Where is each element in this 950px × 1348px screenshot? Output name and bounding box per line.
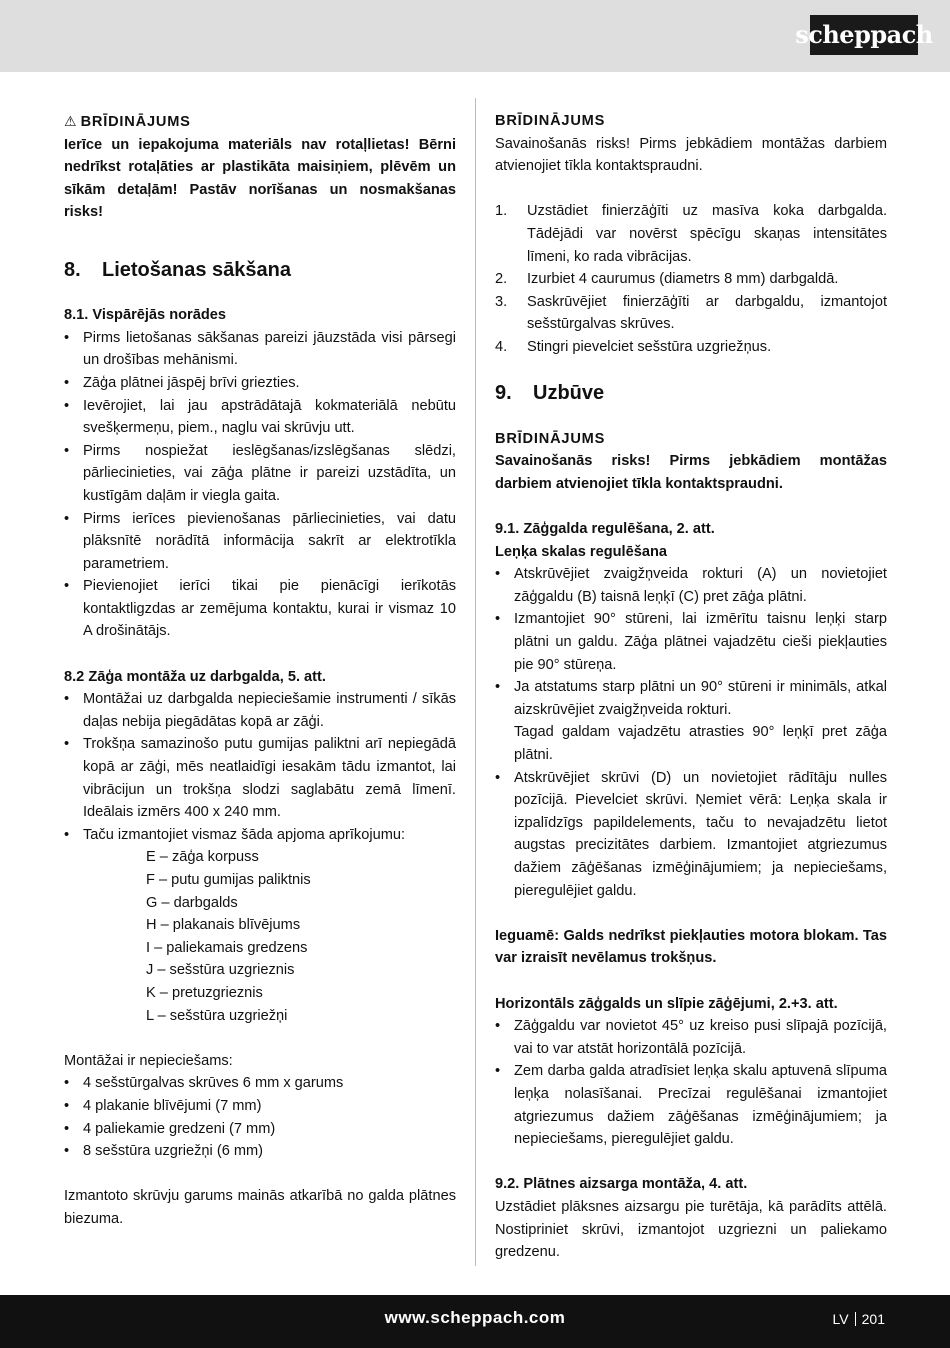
section-number: 9. bbox=[495, 382, 512, 405]
step-item bbox=[495, 200, 887, 268]
list-item: • Atskrūvējiet skrūvi (D) un novietojiet rādītāju nulles pozīcijā. Pievelciet skrūvi. Ņemiet vērā: Leņķa skala ir izpalīdzīgs papildelements, taču to nevajadzētu lietot augstas precizitātes darbiem. Izmantojiet atgriezumus dažiem zāģēšanas izmēģinājumiem; ja nepieciešams, pieregulējiet galdu. bbox=[495, 767, 887, 903]
step-number: 4. bbox=[495, 338, 508, 355]
tip-text: Ieguamē: Galds nedrīkst piekļauties motora blokam. Tas var izraisīt nevēlamus trokšņus. bbox=[495, 927, 887, 967]
list-item: • Zāģa plātnei jāspēj brīvi griezties. bbox=[64, 372, 456, 395]
section-number: 8. bbox=[64, 258, 81, 281]
subsection-8-1-title: 8.1. Vispārējās norādes bbox=[64, 307, 226, 324]
mounting-steps bbox=[495, 200, 887, 358]
screw-length-note: Izmantoto skrūvju garums mainās atkarībā no galda plātnes biezuma. bbox=[64, 1188, 456, 1227]
list-item: • Taču izmantojiet vismaz šāda apjoma aprīkojumu: bbox=[64, 824, 456, 847]
website-link[interactable]: www.scheppach.com bbox=[384, 1308, 566, 1327]
list-item: • Pirms nospiežat ieslēgšanas/izslēgšanas slēdzi, pārliecinieties, vai zāģa plātne ir pareizi uzstādīta, un kustīgām daļām ir viegla gaita. bbox=[64, 440, 456, 508]
horizontal-table-title: Horizontāls zāģgalds un slīpie zāģējumi, 2.+3. att. bbox=[495, 995, 838, 1012]
section-title: Uzbūve bbox=[533, 382, 605, 405]
step-text: Izurbiet 4 caurumus (diametrs 8 mm) darbgaldā. bbox=[527, 271, 839, 288]
warning-2-text: Savainošanās risks! Pirms jebkādiem montāžas darbiem atvienojiet tīkla kontaktspraudni. bbox=[495, 453, 887, 492]
blade-guard-text: Uzstādiet plāksnes aizsargu pie turētāja, kā parādīts attēlā. Nostipriniet skrūvi, izmantojot uzgriezni un paliekamo gredzenu. bbox=[495, 1198, 887, 1261]
section-8-heading bbox=[64, 258, 456, 282]
list-item: • 4 plakanie blīvējumi (7 mm) bbox=[64, 1095, 456, 1118]
list-item-text: Ja atstatums starp plātni un 90° stūreni ir minimāls, atkal aizskrūvējiet zvaigžņveida rokturi. bbox=[514, 679, 887, 718]
step-text: Stingri pievelciet sešstūra uzgriežņus. bbox=[527, 338, 772, 355]
warning-2-title: BRĪDINĀJUMS bbox=[495, 430, 606, 447]
list-item: • Montāžai uz darbgalda nepieciešamie instrumenti / sīkās daļas nebija piegādātas kopā ar zāģi. bbox=[64, 688, 456, 733]
horizontal-table-list bbox=[495, 1015, 887, 1151]
equipment-item: L – sešstūra uzgriežņi bbox=[146, 1007, 288, 1024]
mounting-list bbox=[64, 688, 456, 846]
column-divider bbox=[475, 98, 476, 1266]
page-indicator bbox=[833, 1308, 885, 1331]
list-item: • Atskrūvējiet zvaigžņveida rokturi (A) un novietojiet zāģgaldu (B) taisnā leņķī (C) pret zāģa plātni. bbox=[495, 563, 887, 608]
list-item: • Zem darba galda atradīsiet leņķa skalu aptuvenā slīpuma leņķa nolasīšanai. Precīzai regulēšanai izmantojiet atgriezumus dažiem zāģēšanas izmēģinājumiem; ja nepieciešams, pieregulējiet galdu. bbox=[495, 1060, 887, 1150]
brand-logo: scheppach bbox=[810, 15, 918, 55]
section-title: Lietošanas sākšana bbox=[102, 258, 291, 281]
equipment-item: J – sešstūra uzgrieznis bbox=[146, 962, 295, 979]
header-bar bbox=[0, 0, 950, 72]
list-item: • Pirms ierīces pievienošanas pārliecinieties, vai datu plāksnītē norādītā informācija sakrīt ar elektrotīkla parametriem. bbox=[64, 508, 456, 576]
right-column bbox=[495, 110, 887, 1264]
step-number: 2. bbox=[495, 271, 508, 288]
equipment-item: K – pretuzgrieznis bbox=[146, 984, 263, 1001]
equipment-item: E – zāģa korpuss bbox=[146, 849, 259, 866]
list-item-extra: Tagad galdam vajadzētu atrasties 90° leņķī pret zāģa plātni. bbox=[514, 724, 887, 764]
list-item: • 4 paliekamie gredzeni (7 mm) bbox=[64, 1118, 456, 1141]
list-item: • Pirms lietošanas sākšanas pareizi jāuzstāda visi pārsegi un drošības mehānismi. bbox=[64, 327, 456, 372]
step-number: 1. bbox=[495, 203, 508, 220]
equipment-list bbox=[64, 846, 456, 1027]
left-column bbox=[64, 110, 456, 1231]
list-item: • Izmantojiet 90° stūreni, lai izmērītu taisnu leņķi starp plātni un galdu. Zāģa plātnei vajadzētu cieši piekļauties pie 90° stūreņa. bbox=[495, 608, 887, 676]
equipment-item: G – darbgalds bbox=[146, 894, 238, 911]
warning-title: BRĪDINĀJUMS bbox=[80, 114, 191, 130]
warning-1-title: BRĪDINĀJUMS bbox=[495, 113, 606, 129]
subsection-9-1-title: 9.1. Zāģgalda regulēšana, 2. att. bbox=[495, 521, 715, 538]
list-item: • 8 sešstūra uzgriežņi (6 mm) bbox=[64, 1140, 456, 1163]
list-item: • Zāģgaldu var novietot 45° uz kreiso pusi slīpajā pozīcijā, vai to var atstāt horizontālā pozīcijā. bbox=[495, 1015, 887, 1060]
equipment-item: H – plakanais blīvējums bbox=[146, 917, 301, 934]
list-item: • 4 sešstūrgalvas skrūves 6 mm x garums bbox=[64, 1072, 456, 1095]
warning-heading bbox=[64, 110, 456, 134]
language-code: LV bbox=[832, 1311, 849, 1327]
warning-text: Ierīce un iepakojuma materiāls nav rotaļlietas! Bērni nedrīkst rotaļāties ar plastikāta maisiņiem, plēvēm un sīkām detaļām! Pastāv norīšanas un nosmakšanas risks! bbox=[64, 136, 456, 221]
section-9-heading bbox=[495, 381, 887, 405]
warning-triangle-icon: ⚠ bbox=[64, 113, 77, 129]
list-item bbox=[495, 676, 887, 766]
needed-list bbox=[64, 1072, 456, 1162]
step-item bbox=[495, 291, 887, 336]
step-item bbox=[495, 336, 887, 359]
page-number: 201 bbox=[861, 1311, 885, 1327]
subsection-9-2-title: 9.2. Plātnes aizsarga montāža, 4. att. bbox=[495, 1176, 748, 1193]
step-text: Uzstādiet finierzāģīti uz masīva koka darbgalda. Tādējādi var novērst spēcīgu skaņas intensitātes līmeni, ko rada vibrācijas. bbox=[527, 203, 887, 265]
list-item: • Trokšņa samazinošo putu gumijas paliktni arī nepiegādā kopā ar zāģi, mēs neatlaidīgi iesakām tādu izmantot, lai vibrācijun un trokšņa slodzi saglabātu zemā līmenī. Ideālais izmērs 400 x 240 mm. bbox=[64, 733, 456, 823]
table-adjustment-list bbox=[495, 563, 887, 902]
step-number: 3. bbox=[495, 293, 508, 310]
angle-scale-subtitle: Leņķa skalas regulēšana bbox=[495, 543, 667, 560]
step-item bbox=[495, 268, 887, 291]
warning-1-text: Savainošanās risks! Pirms jebkādiem montāžas darbiem atvienojiet tīkla kontaktspraudni. bbox=[495, 135, 887, 175]
step-text: Saskrūvējiet finierzāģīti ar darbgaldu, izmantojot sešstūrgalvas skrūves. bbox=[527, 293, 887, 333]
list-item: • Ievērojiet, lai jau apstrādātajā kokmateriālā nebūtu svešķermeņu, piem., naglu vai skrūvju utt. bbox=[64, 395, 456, 440]
equipment-item: F – putu gumijas paliktnis bbox=[146, 872, 311, 888]
equipment-item: I – paliekamais gredzens bbox=[146, 939, 308, 956]
subsection-8-2-title: 8.2 Zāģa montāža uz darbgalda, 5. att. bbox=[64, 668, 326, 685]
needed-title: Montāžai ir nepieciešams: bbox=[64, 1052, 233, 1069]
footer-bar bbox=[0, 1295, 950, 1348]
general-notes-list bbox=[64, 327, 456, 643]
list-item: • Pievienojiet ierīci tikai pie pienācīgi ierīkotās kontaktligzdas ar zemējuma kontaktu, kurai ir vismaz 10 A drošinātājs. bbox=[64, 575, 456, 643]
